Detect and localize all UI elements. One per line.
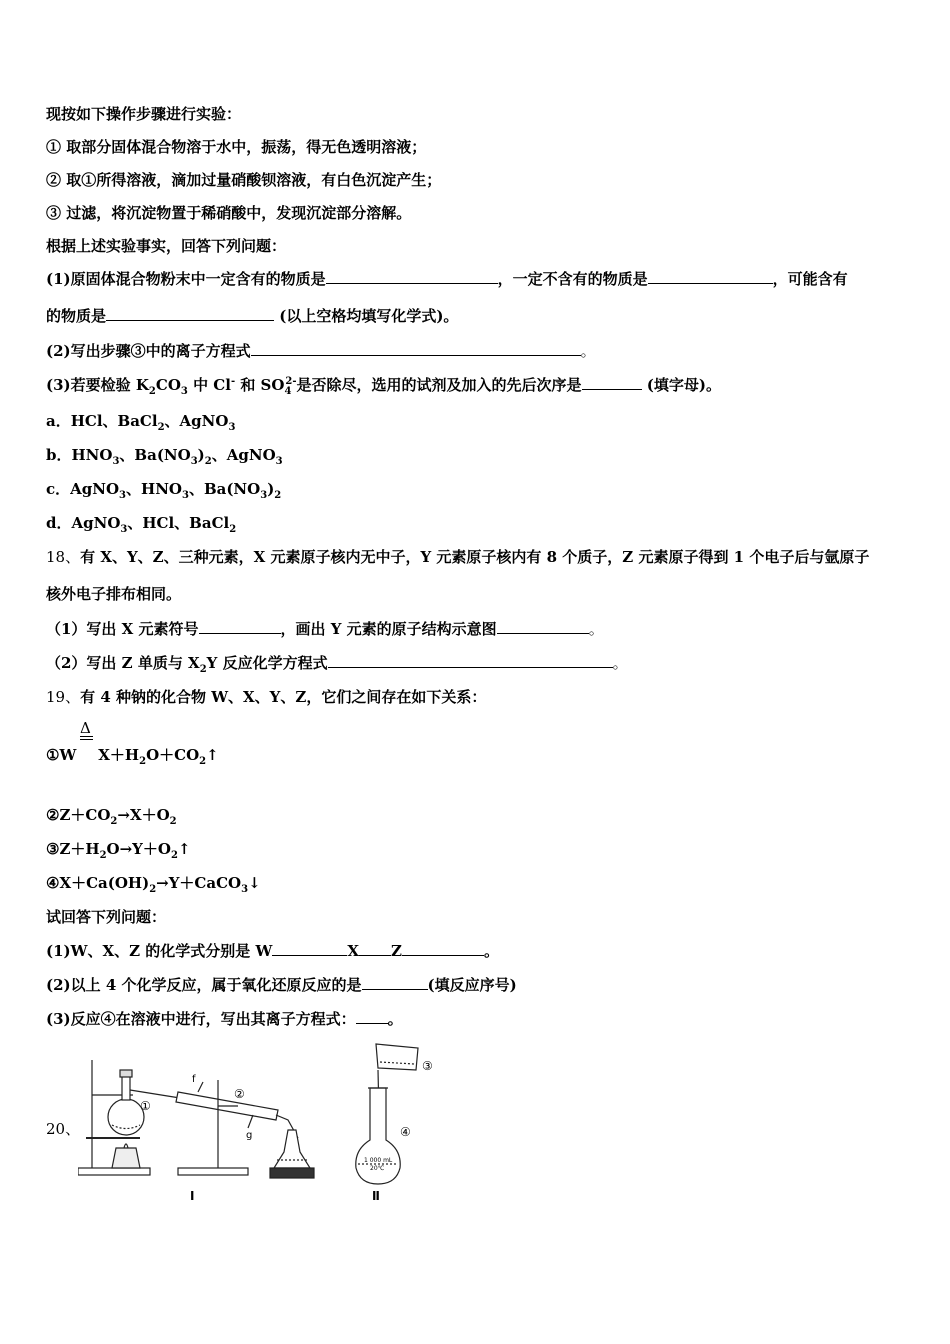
option-c: c．AgNO$_3$、$HNO_3$、$Ba(NO_3)_2$ bbox=[46, 480, 282, 501]
label-2: ② bbox=[234, 1087, 245, 1101]
question-18-line1: 18、有 X、Y、Z、三种元素，X 元素原子核内无中子，Y 元素原子核内有 8 个质子，Z 元素原子得到 1 个电子后与氩原子 bbox=[46, 548, 870, 566]
conical-flask bbox=[274, 1130, 310, 1168]
question-18-part2: （2）写出 Z 单质与 $X_2Y$ 反应化学方程式 。 bbox=[46, 654, 628, 675]
label-flask-temp: 20℃ bbox=[370, 1165, 385, 1172]
reaction-4: $④X+Ca(OH)_2\to Y+CaCO_3↓$ bbox=[46, 874, 261, 895]
block bbox=[270, 1168, 314, 1178]
label-4: ④ bbox=[400, 1125, 411, 1139]
reaction-3: $③Z+H_2O\to Y+O_2↑$ bbox=[46, 840, 191, 861]
reaction-1: ①W $X+H_2O+CO_2↑$ bbox=[46, 746, 219, 767]
label-f: f bbox=[192, 1074, 196, 1085]
option-b: b．$HNO_3$、$Ba(NO_3)_2$、AgNO$_3$ bbox=[46, 446, 283, 467]
label-g: g bbox=[246, 1130, 253, 1141]
stand-base-2 bbox=[178, 1168, 248, 1175]
question-20-number: 20、 bbox=[46, 1120, 81, 1138]
label-3: ③ bbox=[422, 1059, 433, 1073]
option-d: d．AgNO$_3$、HCl、BaCl$_2$ bbox=[46, 514, 237, 535]
question-1-line1: (1)原固体混合物粉末中一定含有的物质是 ，一定不含有的物质是 ，可能含有 bbox=[46, 270, 848, 288]
label-I: Ⅰ bbox=[190, 1189, 195, 1203]
reaction-2: $②Z+CO_2\to X+O_2$ bbox=[46, 806, 177, 827]
intro: 现按如下操作步骤进行实验： bbox=[46, 105, 242, 123]
beaker bbox=[376, 1044, 418, 1070]
delta-symbol: Δ bbox=[80, 718, 91, 738]
step-2: ② 取①所得溶液，滴加过量硝酸钡溶液，有白色沉淀产生； bbox=[46, 171, 442, 189]
ask-heading: 根据上述实验事实，回答下列问题： bbox=[46, 237, 287, 255]
question-3: (3)若要检验 $K_2CO_3$ 中 Cl- 和 $SO_4^{2-}$是否除尽，选用的试剂及加入的先后次序是 (填字母)。 bbox=[46, 376, 721, 397]
stand-base-1 bbox=[78, 1168, 150, 1175]
alcohol-lamp bbox=[112, 1148, 140, 1168]
distilling-flask bbox=[108, 1099, 144, 1135]
question-2: (2)写出步骤③中的离子方程式 。 bbox=[46, 342, 596, 360]
question-19: 19、有 4 种钠的化合物 W、X、Y、Z，它们之间存在如下关系： bbox=[46, 688, 487, 706]
question-18-part1: （1）写出 X 元素符号 ，画出 Y 元素的原子结构示意图 。 bbox=[46, 620, 604, 638]
ask-heading-2: 试回答下列问题： bbox=[46, 908, 167, 926]
label-II: Ⅱ bbox=[372, 1189, 380, 1203]
step-1: ① 取部分固体混合物溶于水中，振荡，得无色透明溶液； bbox=[46, 138, 427, 156]
label-flask-volume: 1 000 mL bbox=[364, 1157, 393, 1164]
step-3: ③ 过滤，将沉淀物置于稀硝酸中，发现沉淀部分溶解。 bbox=[46, 204, 412, 222]
question-1-line2: 的物质是 (以上空格均填写化学式)。 bbox=[46, 307, 459, 325]
part-3: (3)反应④在溶液中进行，写出其离子方程式： 。 bbox=[46, 1010, 403, 1028]
part-2: (2)以上 4 个化学反应，属于氧化还原反应的是 (填反应序号) bbox=[46, 976, 517, 994]
apparatus-figure bbox=[78, 1040, 478, 1210]
part-1: (1)W、X、Z 的化学式分别是 W X Z 。 bbox=[46, 942, 499, 960]
label-1: ① bbox=[140, 1099, 151, 1113]
option-a: a．HCl、BaCl$_2$、AgNO$_3$ bbox=[46, 412, 236, 433]
question-18-line2: 核外电子排布相同。 bbox=[46, 585, 182, 603]
